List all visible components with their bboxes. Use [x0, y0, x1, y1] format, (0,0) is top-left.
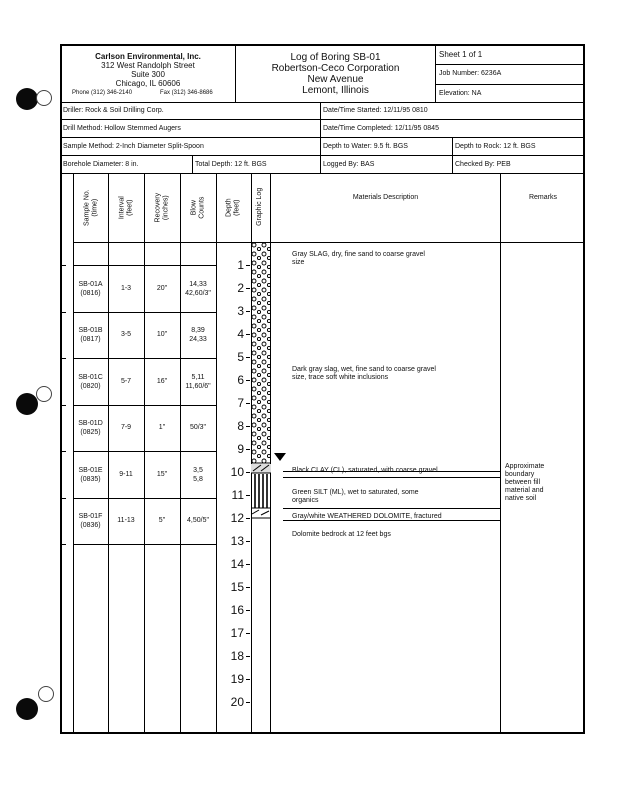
col-graphic-log: Graphic Log: [256, 187, 264, 226]
desc-black-clay: Black CLAY (CL), saturated, with coarse gravel: [292, 467, 438, 474]
job-number: Job Number: 6236A: [439, 70, 502, 77]
col-blow-counts: Blow Counts: [190, 196, 205, 219]
company-name: Carlson Environmental, Inc.: [95, 52, 201, 61]
desc-dolomite-bedrock: Dolomite bedrock at 12 feet bgs: [292, 531, 391, 538]
depth-to-rock: Depth to Rock: 12 ft. BGS: [455, 143, 536, 150]
site-city: Lemont, Illinois: [302, 85, 369, 96]
water-table-icon: [274, 453, 286, 461]
elevation: Elevation: NA: [439, 90, 482, 97]
graphic-log: [251, 242, 271, 734]
col-interval: Interval (feet): [118, 196, 133, 220]
drill-method: Drill Method: Hollow Stemmed Augers: [63, 125, 181, 132]
company-fax: Fax (312) 346-8686: [160, 90, 213, 96]
desc-dark-gray-slag: Dark gray slag, wet, fine sand to coarse gravel size, trace soft white inclusions: [292, 366, 436, 382]
company-street: 312 West Randolph Street: [101, 61, 195, 70]
client-name: Robertson-Ceco Corporation: [271, 63, 400, 74]
desc-gray-slag: Gray SLAG, dry, fine sand to coarse gravel size: [292, 251, 425, 267]
col-sample-no: Sample No. (time): [83, 189, 98, 226]
binder-ring: [36, 386, 52, 402]
company-suite: Suite 300: [131, 70, 165, 79]
date-started: Date/Time Started: 12/11/95 0810: [323, 107, 428, 114]
col-remarks: Remarks: [528, 194, 557, 201]
checked-by: Checked By: PEB: [455, 161, 511, 168]
sample-method: Sample Method: 2-Inch Diameter Split-Spoon: [63, 143, 204, 150]
log-title: Log of Boring SB-01: [290, 52, 381, 63]
date-completed: Date/Time Completed: 12/11/95 0845: [323, 125, 439, 132]
binder-hole: [16, 698, 38, 720]
company-phone: Phone (312) 346-2140: [72, 90, 133, 96]
col-materials: Materials Description: [352, 194, 419, 201]
logged-by: Logged By: BAS: [323, 161, 375, 168]
binder-hole: [16, 88, 38, 110]
desc-green-silt: Green SILT (ML), wet to saturated, some organics: [292, 489, 419, 505]
depth-to-water: Depth to Water: 9.5 ft. BGS: [323, 143, 408, 150]
binder-ring: [38, 686, 54, 702]
binder-ring: [36, 90, 52, 106]
total-depth: Total Depth: 12 ft. BGS: [195, 161, 267, 168]
col-depth: Depth (feet): [225, 198, 240, 218]
borehole-diameter: Borehole Diameter: 8 in.: [63, 161, 139, 168]
site-street: New Avenue: [307, 74, 364, 85]
driller: Driller: Rock & Soil Drilling Corp.: [63, 107, 164, 114]
company-city: Chicago, IL 60606: [115, 79, 181, 88]
binder-hole: [16, 393, 38, 415]
sheet-number: Sheet 1 of 1: [439, 50, 483, 59]
desc-weathered-dolomite: Gray/white WEATHERED DOLOMITE, fractured: [292, 513, 442, 520]
col-recovery: Recovery (inches): [154, 192, 169, 223]
remark-boundary: Approximate boundary between fill material and native soil: [505, 463, 545, 503]
